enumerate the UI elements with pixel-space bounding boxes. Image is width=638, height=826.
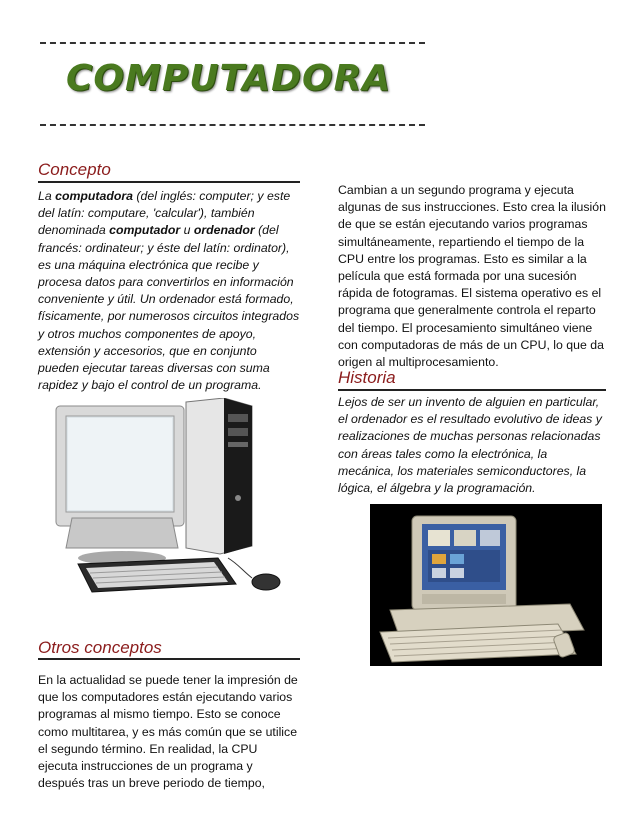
monitor-shape: [56, 406, 184, 565]
vintage-computer-image: [370, 504, 602, 666]
crt-monitor-shape: [412, 516, 516, 610]
desktop-computer-image: [52, 398, 292, 603]
concepto-paragraph: La computadora (del inglés: computer; y este del latín: computare, 'calcular'), también denominada computador u ordenador (del francés: ordinateur; y éste del latín: ordinator), es una máquina electrónica que recibe y procesa datos para convertirlos en información conveniente y útil. Un ordenador está formado, físicamente, por numerosos circuitos integrados y otros muchos componentes de apoyo, extensión y accesorios, que en conjunto pueden ejecutar tareas diversas con suma rapidez y bajo el control de un programa.: [38, 189, 300, 393]
bottom-dashed-divider: [40, 124, 425, 126]
otros-conceptos-heading: Otros conceptos: [38, 638, 162, 657]
historia-rule: [338, 389, 606, 391]
otros-conceptos-paragraph: En la actualidad se puede tener la impresión de que los computadores están ejecutando varios programas al mismo tiempo. Esto se conoce como multitarea, y es más común que se utilice el segundo término. En realidad, la CPU ejecuta instrucciones de un programa y después tras un breve periodo de tiempo,: [38, 673, 298, 791]
otros-conceptos-rule: [38, 658, 300, 660]
historia-heading: Historia: [338, 368, 396, 387]
historia-paragraph: Lejos de ser un invento de alguien en particular, el ordenador es el resultado evolutivo de ideas y realizaciones de muchas personas relacionadas con áreas tales como la electrónica, la mecánica, los materiales semiconductores, la lógica, el álgebra y la programación.: [338, 395, 602, 496]
tower-shape: [186, 398, 252, 554]
page-title: COMPUTADORA: [66, 58, 392, 99]
concepto-rule: [38, 181, 300, 183]
concepto-heading: Concepto: [38, 160, 111, 179]
top-dashed-divider: [40, 42, 425, 44]
keyboard-shape: [78, 558, 236, 592]
mouse-shape: [252, 574, 280, 590]
right-column-paragraph: Cambian a un segundo programa y ejecuta algunas de sus instrucciones. Esto crea la ilusión de que se están ejecutando varios programas simultáneamente, repartiendo el tiempo de la CPU entre los programas. Esto es similar a la película que está formada por una sucesión rápida de fotogramas. El sistema operativo es el programa que generalmente controla el reparto del tiempo. El procesamiento simultáneo viene con computadoras de más de un CPU, lo que da origen al multiprocesamiento.: [338, 183, 606, 370]
